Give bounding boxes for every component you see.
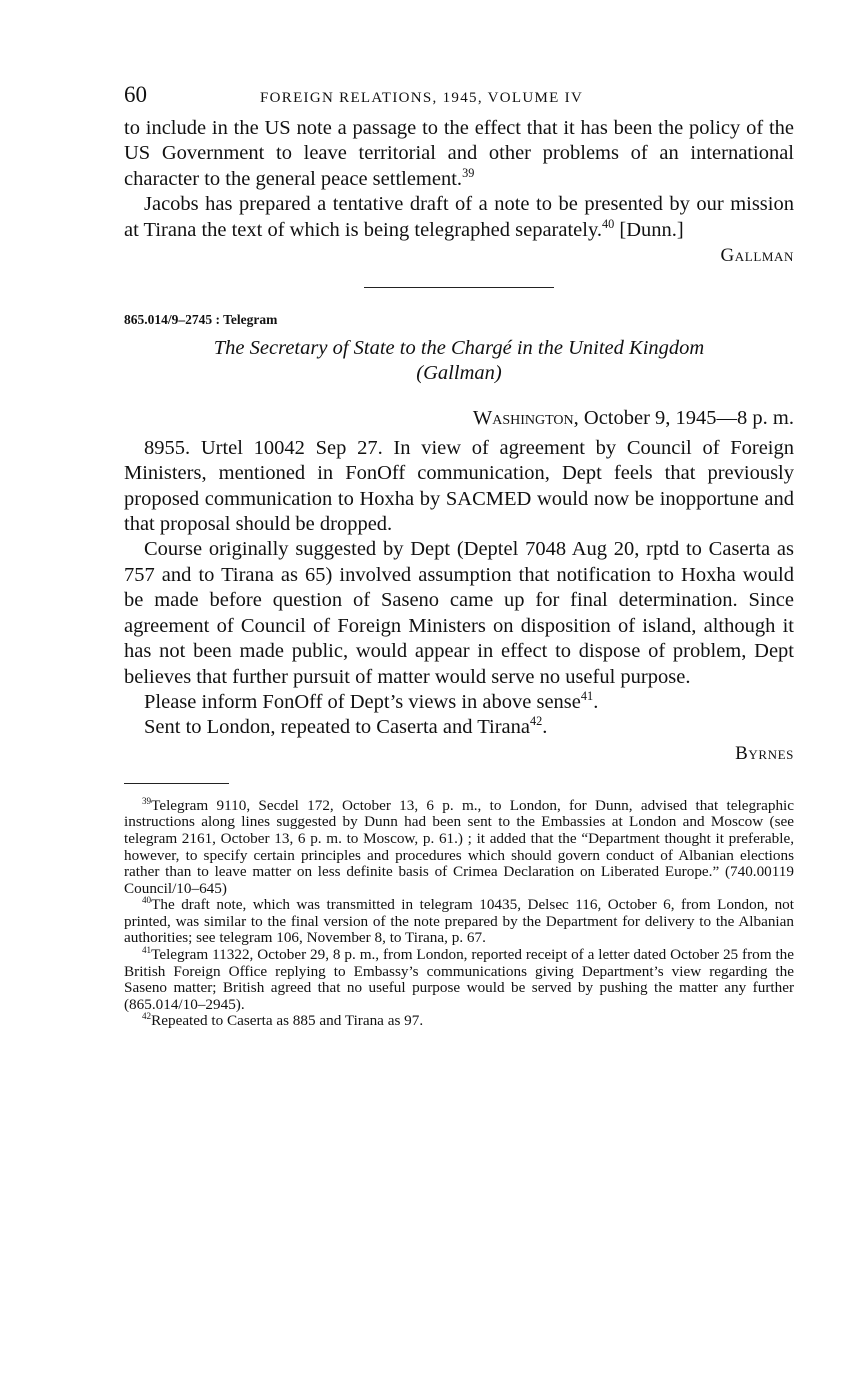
footnote-number: 39: [142, 795, 152, 806]
document-page: [124, 82, 794, 1030]
dateline-place: Washington: [472, 406, 574, 429]
footnote-ref: 39: [462, 165, 475, 180]
footnote: $^{39}$Telegram 9110, Secdel 172, October 13, 6 p. m., to London, for Dunn, advised that telegraphic instructions along lines suggested by Dunn had been sent to the Embassies at London and Moscow (see telegram 2161, October 13, 6 p. m. to Moscow, p. 61.) ; it added that the “Department thought it preferable, however, to specify certain principles and procedures which should govern conduct of Albanian elections rather than to leave matter on less definite basis of Crimea Declaration on Liberated Europe.” (740.00119 Council/10–645): [124, 795, 794, 897]
footnote-ref: 42: [530, 714, 543, 729]
footnote: $^{42}$Repeated to Caserta as 885 and Tirana as 97.: [142, 1011, 424, 1030]
footnote-number: 40: [142, 895, 152, 906]
dateline-date: , October 9, 1945—8 p. m.: [573, 406, 794, 429]
footnotes: [124, 795, 794, 1030]
footnote-divider: [124, 783, 229, 784]
dateline: [124, 407, 794, 430]
telegram-paragraph: Sent to London, repeated to Caserta and Tirana$^{42}$.: [144, 714, 548, 739]
page-number: 60: [124, 82, 147, 107]
continuation-paragraph: to include in the US note a passage to the effect that it has been the policy of the US Government to leave territorial and other problems of an international character to the general peace settlement.$^{39}$: [124, 117, 794, 190]
signature-gallman: Gallman: [720, 245, 794, 267]
footnote-ref: 41: [580, 689, 594, 704]
telegram-paragraph: 8955. Urtel 10042 Sep 27. In view of agreement by Council of Foreign Ministers, mentioned in FonOff communication, Dept feels that previously proposed communication to Hoxha by SACMED would now be inopportune and that proposal should be dropped.: [124, 436, 794, 536]
page-header: [124, 82, 794, 116]
footnote: $^{41}$Telegram 11322, October 29, 8 p. m., from London, reported receipt of a letter dated October 25 from the British Foreign Office replying to Embassy’s communications giving Department’s view regarding the Saseno matter; British agreed that no useful purpose would be served by pushing the matter any further (865.014/10–2945).: [124, 945, 794, 1013]
footnote-ref: 40: [602, 216, 615, 231]
telegram-paragraph: Course originally suggested by Dept (Deptel 7048 Aug 20, rptd to Caserta as 757 and to Tirana as 65) involved assumption that notification to Hoxha would be made before question of Saseno came up for final determination. Since agreement of Council of Foreign Ministers on disposition of island, although it has not been made public, would appear in effect to dispose of problem, Dept believes that further pursuit of matter would serve no useful purpose.: [124, 538, 794, 688]
footnote: $^{40}$The draft note, which was transmitted in telegram 10435, Delsec 116, October 6, from London, not printed, was similar to the final version of the note prepared by the Department for delivery to the Albanian authorities; see telegram 106, November 8, to Tirana, p. 67.: [124, 895, 794, 947]
section-divider: [364, 287, 554, 288]
running-title: FOREIGN RELATIONS, 1945, VOLUME IV: [260, 90, 584, 106]
signature-byrnes: Byrnes: [735, 742, 794, 764]
file-reference: 865.014/9–2745 : Telegram: [124, 312, 278, 328]
footnote-number: 42: [142, 1011, 152, 1022]
document-title: The Secretary of State to the Chargé in the United Kingdom (Gallman): [213, 337, 705, 385]
continuation-paragraph: Jacobs has prepared a tentative draft of a note to be presented by our mission at Tirana the text of which is being telegraphed separately.$^{40}$ [Dunn.]: [124, 193, 794, 241]
footnote-number: 41: [142, 945, 152, 955]
telegram-paragraph: Please inform FonOff of Dept’s views in above sense$^{41}$.: [144, 689, 599, 713]
